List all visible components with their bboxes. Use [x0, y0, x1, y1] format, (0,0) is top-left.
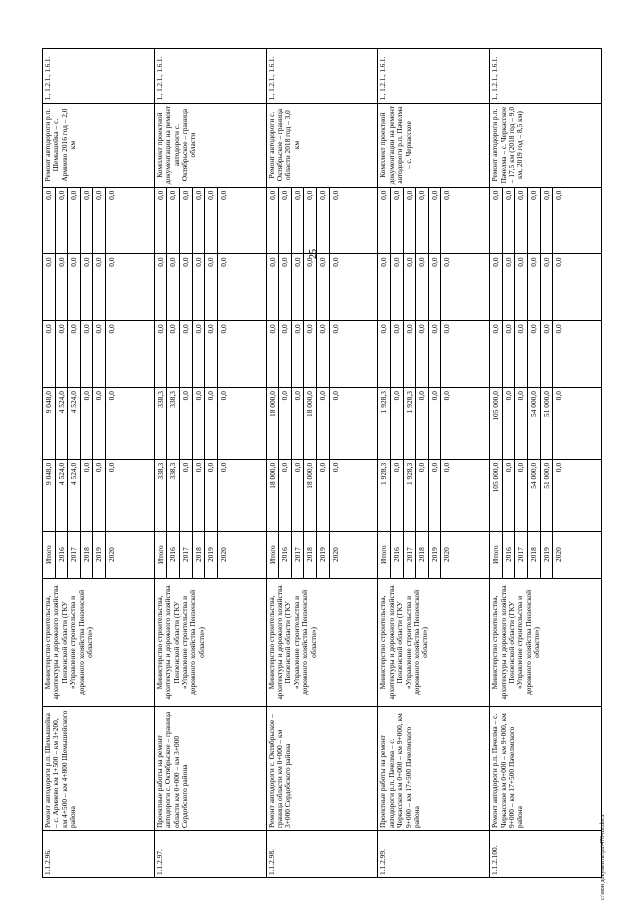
row-federal-value: 0,0 [440, 321, 453, 387]
row-ref: 1., 1.2.1., 1.6.1. [490, 49, 602, 104]
row-year-value: 2020 [440, 532, 453, 578]
row-local-value: 0,0 [303, 254, 316, 320]
row-total-value: 0,0 [415, 460, 428, 531]
row-regional-value: 4 524,0 [67, 388, 80, 459]
row-year-value: 2019 [540, 532, 553, 578]
row-year [266, 531, 378, 578]
row-total-value: 0,0 [217, 460, 230, 531]
row-local-value: 0,0 [491, 257, 501, 267]
row-local-value: 0,0 [55, 254, 68, 320]
footer-path: c:\мои документы\рп\470-пп.docx [600, 814, 606, 900]
row-local [266, 254, 378, 321]
table-row [266, 49, 378, 878]
row-year-value: 2017 [179, 532, 192, 578]
row-year-value: 2018 [192, 532, 205, 578]
row-federal-value: 0,0 [67, 321, 80, 387]
row-result: Комплект проектной документации на ремонт автодороги с. Октябрьское – граница области [154, 103, 266, 187]
row-name: Ремонт автодороги с. Октябрьское – граница области км 0+000 – км 3+000 Сердобского района [266, 707, 378, 831]
row-other-value: 0,0 [80, 188, 93, 254]
row-other-value: 0,0 [527, 188, 540, 254]
row-other-value: 0,0 [291, 188, 304, 254]
row-federal-value: 0,0 [527, 321, 540, 387]
row-executor: Министерство строительства, архитектуры и дорожного хозяйства Пензенской области (ГКУ «Управление строительства и дорожного хозяйства Пензенской области») [154, 578, 266, 707]
row-regional-value: 338,3 [166, 388, 179, 459]
row-regional-value: 18 000,0 [267, 391, 277, 417]
row-ref: 1., 1.2.1., 1.6.1. [266, 49, 378, 104]
row-other-value: 0,0 [155, 190, 165, 200]
table-row [154, 49, 266, 878]
row-federal-value: 0,0 [179, 321, 192, 387]
row-federal-value: 0,0 [379, 324, 389, 334]
row-federal [43, 321, 155, 388]
row-year-value: 2017 [514, 532, 527, 578]
row-local-value: 0,0 [166, 254, 179, 320]
row-regional-value: 0,0 [316, 388, 329, 459]
row-total-value: 0,0 [179, 460, 192, 531]
row-total-value: 105 000,0 [491, 462, 501, 493]
row-local-value: 0,0 [527, 254, 540, 320]
row-total-value: 0,0 [440, 460, 453, 531]
row-other-value: 0,0 [316, 188, 329, 254]
row-year-value: 2019 [204, 532, 217, 578]
row-regional-value: 0,0 [204, 388, 217, 459]
row-other [154, 187, 266, 254]
row-federal-value: 0,0 [55, 321, 68, 387]
row-federal-value: 0,0 [540, 321, 553, 387]
row-federal-value: 0,0 [92, 321, 105, 387]
row-federal-value: 0,0 [278, 321, 291, 387]
row-executor: Министерство строительства, архитектуры и дорожного хозяйства Пензенской области (ГКУ «Управление строительства и дорожного хозяйства Пензенской области») [43, 578, 155, 707]
row-other-value: 0,0 [514, 188, 527, 254]
row-total-value: 0,0 [291, 460, 304, 531]
row-year-value: 2019 [92, 532, 105, 578]
row-local-value: 0,0 [403, 254, 416, 320]
row-other-value: 0,0 [267, 190, 277, 200]
row-regional-value: 1 928,3 [403, 388, 416, 459]
row-year-value: 2016 [390, 532, 403, 578]
row-year-value: 2020 [329, 532, 342, 578]
row-year-value: 2017 [67, 532, 80, 578]
row-total-value: 338,3 [166, 460, 179, 531]
row-result: Ремонт автодороги с. Октябрьское – граница области 2018 год – 3,0 км [266, 103, 378, 187]
row-total-value: 0,0 [428, 460, 441, 531]
row-local [378, 254, 490, 321]
row-other-value: 0,0 [552, 188, 565, 254]
table-row [378, 49, 490, 878]
row-total-value: 51 000,0 [540, 460, 553, 531]
row-other-value: 0,0 [540, 188, 553, 254]
row-id: 1.1.2.99. [378, 830, 490, 877]
row-regional-value: 51 000,0 [540, 388, 553, 459]
row-federal-value: 0,0 [514, 321, 527, 387]
row-federal-value: 0,0 [291, 321, 304, 387]
row-total-value: 0,0 [502, 460, 515, 531]
row-other-value: 0,0 [217, 188, 230, 254]
row-total-value: 0,0 [316, 460, 329, 531]
row-total-value: 9 048,0 [44, 462, 53, 485]
row-local-value: 0,0 [552, 254, 565, 320]
row-executor: Министерство строительства, архитектуры и дорожного хозяйства Пензенской области (ГКУ «Управление строительства и дорожного хозяйства Пензенской области») [266, 578, 378, 707]
row-federal [378, 321, 490, 388]
row-other-value: 0,0 [415, 188, 428, 254]
row-other-value: 0,0 [92, 188, 105, 254]
row-regional-value: 0,0 [192, 388, 205, 459]
row-regional [266, 388, 378, 460]
row-local-value: 0,0 [390, 254, 403, 320]
row-regional-value: 0,0 [514, 388, 527, 459]
row-local-value: 0,0 [80, 254, 93, 320]
row-ref: 1., 1.2.1., 1.6.1. [43, 49, 155, 104]
row-local-value: 0,0 [428, 254, 441, 320]
row-other-value: 0,0 [192, 188, 205, 254]
row-total [43, 459, 155, 531]
row-regional-value: 18 000,0 [303, 388, 316, 459]
row-local-value: 0,0 [204, 254, 217, 320]
row-year-value: 2020 [217, 532, 230, 578]
row-year-value: 2016 [502, 532, 515, 578]
row-federal-value: 0,0 [166, 321, 179, 387]
row-regional-value: 1 928,3 [379, 391, 389, 414]
row-regional-value: 0,0 [80, 388, 93, 459]
row-year-value: 2016 [166, 532, 179, 578]
row-other-value: 0,0 [278, 188, 291, 254]
row-total-value: 18 000,0 [303, 460, 316, 531]
row-regional [378, 388, 490, 460]
row-year-value: Итого [155, 545, 165, 564]
row-year-value: 2020 [105, 532, 118, 578]
row-result: Комплект проектной документации на ремонт автодороги р.п. Пачелма – с. Черкасское [378, 103, 490, 187]
row-federal-value: 0,0 [217, 321, 230, 387]
row-other-value: 0,0 [166, 188, 179, 254]
rotated-page [42, 48, 602, 878]
row-total-value: 0,0 [105, 460, 118, 531]
row-local-value: 0,0 [92, 254, 105, 320]
row-result: Ремонт автодороги р.п. Шемышейка – с. Армиево 2016 год – 2,0 км [43, 103, 155, 187]
row-total-value: 0,0 [204, 460, 217, 531]
row-total-value: 0,0 [278, 460, 291, 531]
row-total [154, 459, 266, 531]
row-federal-value: 0,0 [491, 324, 501, 334]
row-federal-value: 0,0 [329, 321, 342, 387]
row-local-value: 0,0 [415, 254, 428, 320]
row-local-value: 0,0 [105, 254, 118, 320]
row-other-value: 0,0 [329, 188, 342, 254]
row-total-value: 0,0 [329, 460, 342, 531]
row-id: 1.1.2.96. [43, 830, 155, 877]
row-local-value: 0,0 [329, 254, 342, 320]
row-year-value: 2020 [552, 532, 565, 578]
program-table [42, 48, 602, 878]
row-regional-value: 105 000,0 [491, 391, 501, 421]
page-number: 25 [308, 249, 319, 259]
row-other [266, 187, 378, 254]
row-regional-value: 0,0 [92, 388, 105, 459]
row-other-value: 0,0 [491, 190, 501, 200]
row-total-value: 0,0 [92, 460, 105, 531]
row-regional-value: 0,0 [105, 388, 118, 459]
row-federal-value: 0,0 [155, 324, 165, 334]
row-total-value: 0,0 [80, 460, 93, 531]
row-total-value: 18 000,0 [267, 462, 277, 489]
row-regional-value: 0,0 [552, 388, 565, 459]
row-regional-value: 0,0 [329, 388, 342, 459]
row-name: Проектные работы на ремонт автодороги с. Октябрьское – граница области км 0+000 – км 3+000 Сердобского района [154, 707, 266, 831]
row-regional-value: 54 000,0 [527, 388, 540, 459]
row-executor: Министерство строительства, архитектуры и дорожного хозяйства Пензенской области (ГКУ «Управление строительства и дорожного хозяйства Пензенской области») [490, 578, 602, 707]
row-year [43, 531, 155, 578]
row-name: Ремонт автодороги р.п. Шемышейка – с. Армиево км 1+500 – км 3+200, км 4+500 – км 4+800 Шемышейского района [43, 707, 155, 831]
row-result: Ремонт автодороги р.п. Пачелма – с. Черкасское – 17,5 км (2018 год – 9,0 км, 2019 год – 8,5 км) [490, 103, 602, 187]
row-federal-value: 0,0 [502, 321, 515, 387]
row-name: Проектные работы на ремонт автодороги р.п. Пачелма – с. Черкасское км 0+000 – км 9+000, км 9+000 – км 17+500 Пачелмского района [378, 707, 490, 831]
row-local [43, 254, 155, 321]
row-year-value: 2019 [316, 532, 329, 578]
row-year-value: 2016 [55, 532, 68, 578]
row-federal-value: 0,0 [428, 321, 441, 387]
row-year-value: 2018 [80, 532, 93, 578]
row-local-value: 0,0 [440, 254, 453, 320]
row-local-value: 0,0 [278, 254, 291, 320]
row-name: Ремонт автодороги р.п. Пачелма – с. Черкасское км 0+000 – км 9+000, км 9+000 – км 17+500 Пачелмского района [490, 707, 602, 831]
row-total-value: 1 928,3 [403, 460, 416, 531]
row-year-value: Итого [44, 545, 53, 564]
row-other-value: 0,0 [428, 188, 441, 254]
row-federal-value: 0,0 [267, 324, 277, 334]
row-local-value: 0,0 [67, 254, 80, 320]
row-other-value: 0,0 [55, 188, 68, 254]
row-total-value: 338,3 [155, 462, 165, 480]
row-local-value: 0,0 [192, 254, 205, 320]
row-executor: Министерство строительства, архитектуры и дорожного хозяйства Пензенской области (ГКУ «Управление строительства и дорожного хозяйства Пензенской области») [378, 578, 490, 707]
row-other-value: 0,0 [204, 188, 217, 254]
row-total-value: 4 524,0 [67, 460, 80, 531]
row-total-value: 0,0 [552, 460, 565, 531]
row-local-value: 0,0 [514, 254, 527, 320]
row-federal-value: 0,0 [105, 321, 118, 387]
row-year-value: 2018 [527, 532, 540, 578]
row-other-value: 0,0 [390, 188, 403, 254]
row-total-value: 0,0 [514, 460, 527, 531]
row-total-value: 54 000,0 [527, 460, 540, 531]
row-ref: 1., 1.2.1., 1.6.1. [154, 49, 266, 104]
row-year-value: 2018 [415, 532, 428, 578]
row-federal-value: 0,0 [204, 321, 217, 387]
row-local-value: 0,0 [155, 257, 165, 267]
row-year [154, 531, 266, 578]
row-regional-value: 0,0 [428, 388, 441, 459]
row-id: 1.1.2.98. [266, 830, 378, 877]
row-regional-value: 0,0 [415, 388, 428, 459]
row-other-value: 0,0 [379, 190, 389, 200]
row-federal-value: 0,0 [80, 321, 93, 387]
row-other-value: 0,0 [502, 188, 515, 254]
row-regional-value: 0,0 [179, 388, 192, 459]
row-regional-value: 9 048,0 [44, 391, 53, 414]
row-federal-value: 0,0 [390, 321, 403, 387]
row-other-value: 0,0 [179, 188, 192, 254]
row-local [154, 254, 266, 321]
row-id: 1.1.2.97. [154, 830, 266, 877]
row-local [490, 254, 602, 321]
row-regional-value: 0,0 [278, 388, 291, 459]
row-regional-value: 0,0 [440, 388, 453, 459]
row-other-value: 0,0 [105, 188, 118, 254]
row-federal-value: 0,0 [303, 321, 316, 387]
row-federal [154, 321, 266, 388]
row-local-value: 0,0 [291, 254, 304, 320]
row-year-value: 2017 [291, 532, 304, 578]
row-regional-value: 0,0 [291, 388, 304, 459]
row-regional [154, 388, 266, 460]
row-total [266, 459, 378, 531]
row-regional [490, 388, 602, 460]
row-year [490, 531, 602, 578]
row-local-value: 0,0 [44, 257, 53, 267]
row-regional-value: 0,0 [390, 388, 403, 459]
table-row [43, 49, 155, 878]
row-local-value: 0,0 [217, 254, 230, 320]
row-federal-value: 0,0 [316, 321, 329, 387]
row-total [490, 459, 602, 531]
row-local-value: 0,0 [316, 254, 329, 320]
row-year [378, 531, 490, 578]
row-id: 1.1.2.100. [490, 830, 602, 877]
row-federal [490, 321, 602, 388]
table-row [490, 49, 602, 878]
row-federal-value: 0,0 [415, 321, 428, 387]
row-regional [43, 388, 155, 460]
row-year-value: Итого [491, 545, 501, 564]
row-year-value: 2017 [403, 532, 416, 578]
row-regional-value: 4 524,0 [55, 388, 68, 459]
row-federal [266, 321, 378, 388]
row-year-value: Итого [379, 545, 389, 564]
row-total-value: 1 928,3 [379, 462, 389, 485]
row-regional-value: 0,0 [502, 388, 515, 459]
row-total-value: 0,0 [192, 460, 205, 531]
row-other-value: 0,0 [44, 190, 53, 200]
row-other-value: 0,0 [440, 188, 453, 254]
row-total [378, 459, 490, 531]
row-local-value: 0,0 [379, 257, 389, 267]
row-other-value: 0,0 [67, 188, 80, 254]
row-local-value: 0,0 [502, 254, 515, 320]
row-total-value: 4 524,0 [55, 460, 68, 531]
row-other [43, 187, 155, 254]
row-federal-value: 0,0 [44, 324, 53, 334]
row-federal-value: 0,0 [192, 321, 205, 387]
row-other-value: 0,0 [303, 188, 316, 254]
row-total-value: 0,0 [390, 460, 403, 531]
row-regional-value: 338,3 [155, 391, 165, 408]
row-year-value: Итого [267, 545, 277, 564]
row-year-value: 2016 [278, 532, 291, 578]
row-federal-value: 0,0 [552, 321, 565, 387]
row-year-value: 2018 [303, 532, 316, 578]
row-local-value: 0,0 [179, 254, 192, 320]
row-local-value: 0,0 [540, 254, 553, 320]
row-federal-value: 0,0 [403, 321, 416, 387]
row-other [378, 187, 490, 254]
row-other [490, 187, 602, 254]
row-ref: 1., 1.2.1., 1.6.1. [378, 49, 490, 104]
row-other-value: 0,0 [403, 188, 416, 254]
row-regional-value: 0,0 [217, 388, 230, 459]
row-year-value: 2019 [428, 532, 441, 578]
row-local-value: 0,0 [267, 257, 277, 267]
